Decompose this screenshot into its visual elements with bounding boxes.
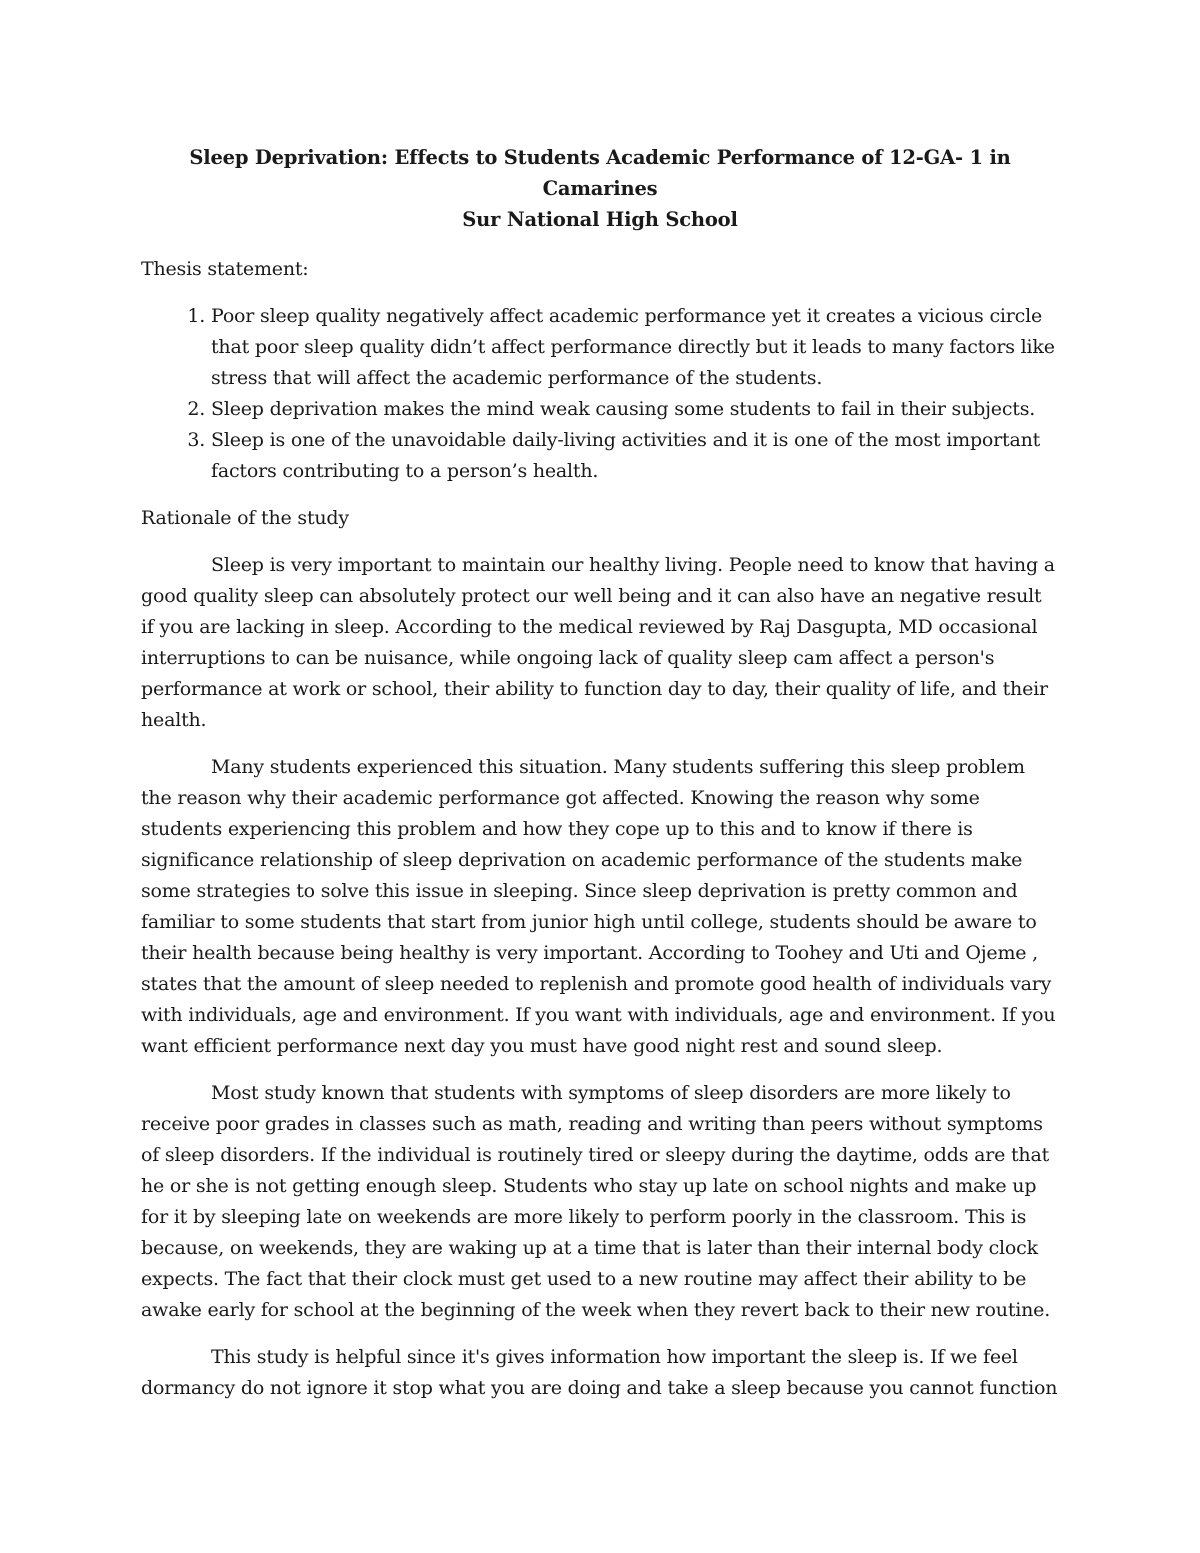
thesis-item: 1. Poor sleep quality negatively affect academic performance yet it creates a vicious circle that poor sleep quality didn’t affect performance directly but it leads to many factors like stress that will affect the academic performance of the students. (211, 301, 1059, 394)
rationale-paragraph: This study is helpful since it's gives information how important the sleep is. If we feel dormancy do not ignore it stop what you are doing and take a sleep because you cannot function (141, 1346, 1058, 1399)
rationale-paragraph: Many students experienced this situation. Many students suffering this sleep problem the reason why their academic performance got affected. Knowing the reason why some students experiencing this problem and how they cope up to this and to know if there is significance relationship of sleep deprivation on academic performance of the students make some strategies to solve this issue in sleeping. Since sleep deprivation is pretty common and familiar to some students that start from junior high until college, students should be aware to their health because being healthy is very important. According to Toohey and Uti and Ojeme , states that the amount of sleep needed to replenish and promote good health of individuals vary with individuals, age and environment. If you want with individuals, age and environment. If you want efficient performance next day you must have good night rest and sound sleep. (141, 756, 1056, 1057)
rationale-paragraph: Sleep is very important to maintain our healthy living. People need to know that having a good quality sleep can absolutely protect our well being and it can also have an negative result if you are lacking in sleep. According to the medical reviewed by Raj Dasgupta, MD occasional interruptions to can be nuisance, while ongoing lack of quality sleep cam affect a person's performance at work or school, their ability to function day to day, their quality of life, and their health. (141, 554, 1055, 731)
rationale-heading: Rationale of the study (141, 507, 349, 529)
title-line-2: Sur National High School (462, 208, 738, 231)
document-title (141, 142, 1059, 235)
thesis-item: 3. Sleep is one of the unavoidable daily-living activities and it is one of the most important factors contributing to a person’s health. (211, 425, 1059, 487)
thesis-item: 2. Sleep deprivation makes the mind weak causing some students to fail in their subjects. (211, 394, 1059, 425)
thesis-list (141, 301, 1059, 487)
document-body (141, 142, 1059, 1404)
title-line-1: Sleep Deprivation: Effects to Students Academic Performance of 12-GA- 1 in Camarines (189, 146, 1011, 200)
rationale-paragraph: Most study known that students with symptoms of sleep disorders are more likely to receive poor grades in classes such as math, reading and writing than peers without symptoms of sleep disorders. If the individual is routinely tired or sleepy during the daytime, odds are that he or she is not getting enough sleep. Students who stay up late on school nights and make up for it by sleeping late on weekends are more likely to perform poorly in the classroom. This is because, on weekends, they are waking up at a time that is later than their internal body clock expects. The fact that their clock must get used to a new routine may affect their ability to be awake early for school at the beginning of the week when they revert back to their new routine. (141, 1082, 1051, 1321)
thesis-heading: Thesis statement: (141, 258, 309, 280)
